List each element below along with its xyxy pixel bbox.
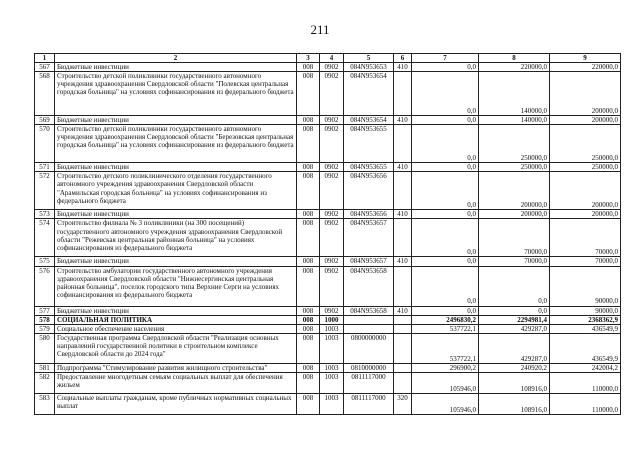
table-row [35, 210, 621, 219]
header-cell: 2 [55, 54, 297, 63]
ministry-code-cell: 008 [297, 210, 320, 219]
target-code-cell: 084N953653 [344, 63, 394, 72]
ministry-code-cell: 008 [297, 116, 320, 125]
header-cell: 8 [479, 54, 550, 63]
amount-year3-cell: 2368362,9 [550, 315, 621, 324]
amount-year2-cell: 200000,0 [479, 210, 550, 219]
section-code-cell: 0902 [320, 72, 344, 116]
section-code-cell: 1003 [320, 393, 344, 414]
amount-year1-cell: 0,0 [412, 72, 479, 116]
amount-year1-cell: 537722,1 [412, 333, 479, 363]
table-row [35, 363, 621, 372]
amount-year2-cell: 70000,0 [479, 219, 550, 257]
amount-year1-cell: 0,0 [412, 257, 479, 266]
amount-year2-cell: 70000,0 [479, 257, 550, 266]
amount-year1-cell: 105946,0 [412, 372, 479, 393]
ministry-code-cell: 008 [297, 72, 320, 116]
target-code-cell: 0811117000 [344, 372, 394, 393]
expense-type-cell [394, 172, 412, 210]
ministry-code-cell: 008 [297, 333, 320, 363]
amount-year3-cell: 250000,0 [550, 163, 621, 172]
amount-year1-cell: 0,0 [412, 172, 479, 210]
header-cell: 6 [394, 54, 412, 63]
target-code-cell: 084N953658 [344, 266, 394, 306]
table-row [35, 372, 621, 393]
table-row [35, 257, 621, 266]
amount-year2-cell: 250000,0 [479, 163, 550, 172]
header-cell: 9 [550, 54, 621, 63]
expense-type-cell [394, 125, 412, 163]
amount-year1-cell: 0,0 [412, 266, 479, 306]
amount-year3-cell: 200000,0 [550, 210, 621, 219]
ministry-code-cell: 008 [297, 363, 320, 372]
row-name-cell: Бюджетные инвестиции [55, 163, 297, 172]
section-code-cell: 0902 [320, 63, 344, 72]
target-code-cell: 0811117000 [344, 393, 394, 414]
section-code-cell: 0902 [320, 116, 344, 125]
expense-type-cell: 410 [394, 63, 412, 72]
amount-year3-cell: 200000,0 [550, 172, 621, 210]
table-row [35, 266, 621, 306]
target-code-cell: 084N953656 [344, 210, 394, 219]
amount-year3-cell: 250000,0 [550, 125, 621, 163]
row-number-cell: 580 [35, 333, 55, 363]
table-row [35, 333, 621, 363]
target-code-cell: 084N953656 [344, 172, 394, 210]
amount-year3-cell: 436549,9 [550, 324, 621, 333]
ministry-code-cell: 008 [297, 372, 320, 393]
expense-type-cell [394, 219, 412, 257]
amount-year1-cell: 537722,1 [412, 324, 479, 333]
row-name-cell: Подпрограмма "Стимулирование развития жилищного строительства" [55, 363, 297, 372]
row-name-cell: Бюджетные инвестиции [55, 210, 297, 219]
row-name-cell: Строительство филиала № 3 поликлиники (на 300 посещений) государственного автономного учреждения здравоохранения Свердловской области "Режевская центральная районная больница" на условиях софинансирования из федерального бюджета [55, 219, 297, 257]
amount-year2-cell: 429287,0 [479, 333, 550, 363]
table-row [35, 219, 621, 257]
table-row [35, 63, 621, 72]
amount-year1-cell: 0,0 [412, 63, 479, 72]
row-number-cell: 572 [35, 172, 55, 210]
ministry-code-cell: 008 [297, 306, 320, 315]
section-code-cell: 0902 [320, 210, 344, 219]
amount-year3-cell: 70000,0 [550, 219, 621, 257]
section-code-cell: 1003 [320, 333, 344, 363]
amount-year1-cell: 105946,0 [412, 393, 479, 414]
table-row [35, 116, 621, 125]
section-code-cell: 0902 [320, 306, 344, 315]
target-code-cell: 084N953654 [344, 72, 394, 116]
table-row [35, 172, 621, 210]
section-code-cell: 0902 [320, 219, 344, 257]
amount-year3-cell: 200000,0 [550, 72, 621, 116]
table-row [35, 72, 621, 116]
expense-type-cell [394, 72, 412, 116]
amount-year1-cell: 0,0 [412, 116, 479, 125]
expense-type-cell: 410 [394, 257, 412, 266]
table-row [35, 306, 621, 315]
amount-year2-cell: 108916,0 [479, 393, 550, 414]
row-number-cell: 577 [35, 306, 55, 315]
row-number-cell: 574 [35, 219, 55, 257]
section-code-cell: 0902 [320, 172, 344, 210]
amount-year3-cell: 110000,0 [550, 372, 621, 393]
row-number-cell: 570 [35, 125, 55, 163]
row-name-cell: СОЦИАЛЬНАЯ ПОЛИТИКА [55, 315, 297, 324]
amount-year3-cell: 200000,0 [550, 116, 621, 125]
row-name-cell: Строительство амбулатории государственного автономного учреждения здравоохранения Свердловской области "Нижнесергинская центральная районная больница", поселок городского типа Верхние Серги на условиях софинансирования из федерального бюджета [55, 266, 297, 306]
section-code-cell: 0902 [320, 163, 344, 172]
ministry-code-cell: 008 [297, 63, 320, 72]
amount-year2-cell: 250000,0 [479, 125, 550, 163]
expense-type-cell: 410 [394, 163, 412, 172]
section-code-cell: 0902 [320, 125, 344, 163]
target-code-cell: 0800000000 [344, 333, 394, 363]
ministry-code-cell: 008 [297, 257, 320, 266]
expense-type-cell [394, 363, 412, 372]
row-number-cell: 581 [35, 363, 55, 372]
target-code-cell: 0810000000 [344, 363, 394, 372]
section-code-cell: 1003 [320, 363, 344, 372]
target-code-cell: 084N953658 [344, 306, 394, 315]
header-cell: 3 [297, 54, 320, 63]
amount-year1-cell: 0,0 [412, 219, 479, 257]
amount-year1-cell: 0,0 [412, 210, 479, 219]
ministry-code-cell: 008 [297, 219, 320, 257]
ministry-code-cell: 008 [297, 125, 320, 163]
row-name-cell: Строительство детской поликлиники государственного автономного учреждения здравоохранения Свердловской области "Березовская центральная городская больница" на условиях софинансирования из федерального бюджета [55, 125, 297, 163]
row-name-cell: Социальные выплаты гражданам, кроме публичных нормативных социальных выплат [55, 393, 297, 414]
amount-year3-cell: 220000,0 [550, 63, 621, 72]
amount-year3-cell: 90000,0 [550, 306, 621, 315]
amount-year2-cell: 0,0 [479, 306, 550, 315]
amount-year2-cell: 220000,0 [479, 63, 550, 72]
header-cell: 5 [344, 54, 394, 63]
row-name-cell: Строительство детской поликлиники государственного автономного учреждения здравоохранения Свердловской области "Полевская центральная городская больница" на условиях софинансирования из федерального бюджета [55, 72, 297, 116]
amount-year1-cell: 2496830,2 [412, 315, 479, 324]
table-header-row [35, 54, 621, 63]
table-row [35, 393, 621, 414]
row-number-cell: 569 [35, 116, 55, 125]
row-name-cell: Строительство детского поликлинического отделения государственного автономного учреждения здравоохранения Свердловской области "Арамильская городская больница" на условиях софинансирования из федерального бюджета [55, 172, 297, 210]
amount-year1-cell: 0,0 [412, 163, 479, 172]
table-row [35, 324, 621, 333]
row-name-cell: Социальное обеспечение населения [55, 324, 297, 333]
expense-type-cell: 410 [394, 116, 412, 125]
header-cell: 4 [320, 54, 344, 63]
section-code-cell: 1000 [320, 315, 344, 324]
header-cell: 1 [35, 54, 55, 63]
amount-year2-cell: 240920,2 [479, 363, 550, 372]
row-name-cell: Бюджетные инвестиции [55, 116, 297, 125]
amount-year2-cell: 2294981,4 [479, 315, 550, 324]
table-row [35, 315, 621, 324]
target-code-cell [344, 324, 394, 333]
amount-year3-cell: 110000,0 [550, 393, 621, 414]
row-name-cell: Государственная программа Свердловской области "Реализация основных направлений государственной политики в строительном комплексе Свердловской области до 2024 года" [55, 333, 297, 363]
row-number-cell: 583 [35, 393, 55, 414]
ministry-code-cell: 008 [297, 393, 320, 414]
budget-table [34, 53, 621, 415]
expense-type-cell: 320 [394, 393, 412, 414]
row-name-cell: Бюджетные инвестиции [55, 63, 297, 72]
ministry-code-cell: 008 [297, 172, 320, 210]
target-code-cell: 084N953654 [344, 116, 394, 125]
expense-type-cell [394, 372, 412, 393]
section-code-cell: 0902 [320, 257, 344, 266]
target-code-cell: 084N953655 [344, 163, 394, 172]
expense-type-cell [394, 315, 412, 324]
target-code-cell: 084N953657 [344, 219, 394, 257]
row-number-cell: 582 [35, 372, 55, 393]
row-number-cell: 573 [35, 210, 55, 219]
ministry-code-cell: 008 [297, 315, 320, 324]
target-code-cell: 084N953655 [344, 125, 394, 163]
amount-year1-cell: 0,0 [412, 306, 479, 315]
row-name-cell: Бюджетные инвестиции [55, 306, 297, 315]
amount-year3-cell: 90000,0 [550, 266, 621, 306]
row-number-cell: 571 [35, 163, 55, 172]
expense-type-cell: 410 [394, 210, 412, 219]
section-code-cell: 0902 [320, 266, 344, 306]
ministry-code-cell: 008 [297, 163, 320, 172]
row-number-cell: 567 [35, 63, 55, 72]
amount-year2-cell: 108916,0 [479, 372, 550, 393]
target-code-cell: 084N953657 [344, 257, 394, 266]
section-code-cell: 1003 [320, 372, 344, 393]
amount-year2-cell: 140000,0 [479, 116, 550, 125]
amount-year3-cell: 436549,9 [550, 333, 621, 363]
amount-year2-cell: 429287,0 [479, 324, 550, 333]
row-number-cell: 575 [35, 257, 55, 266]
expense-type-cell [394, 266, 412, 306]
table-row [35, 125, 621, 163]
row-number-cell: 579 [35, 324, 55, 333]
amount-year1-cell: 0,0 [412, 125, 479, 163]
row-number-cell: 568 [35, 72, 55, 116]
row-number-cell: 576 [35, 266, 55, 306]
header-cell: 7 [412, 54, 479, 63]
page-number: 211 [310, 22, 330, 37]
amount-year2-cell: 200000,0 [479, 172, 550, 210]
amount-year2-cell: 140000,0 [479, 72, 550, 116]
amount-year2-cell: 0,0 [479, 266, 550, 306]
target-code-cell [344, 315, 394, 324]
row-number-cell: 578 [35, 315, 55, 324]
expense-type-cell [394, 324, 412, 333]
row-name-cell: Бюджетные инвестиции [55, 257, 297, 266]
expense-type-cell: 410 [394, 306, 412, 315]
table-row [35, 163, 621, 172]
ministry-code-cell: 008 [297, 266, 320, 306]
expense-type-cell [394, 333, 412, 363]
amount-year3-cell: 70000,0 [550, 257, 621, 266]
amount-year1-cell: 296900,2 [412, 363, 479, 372]
row-name-cell: Предоставление многодетным семьям социальных выплат для обеспечения жильем [55, 372, 297, 393]
amount-year3-cell: 242004,2 [550, 363, 621, 372]
ministry-code-cell: 008 [297, 324, 320, 333]
section-code-cell: 1003 [320, 324, 344, 333]
